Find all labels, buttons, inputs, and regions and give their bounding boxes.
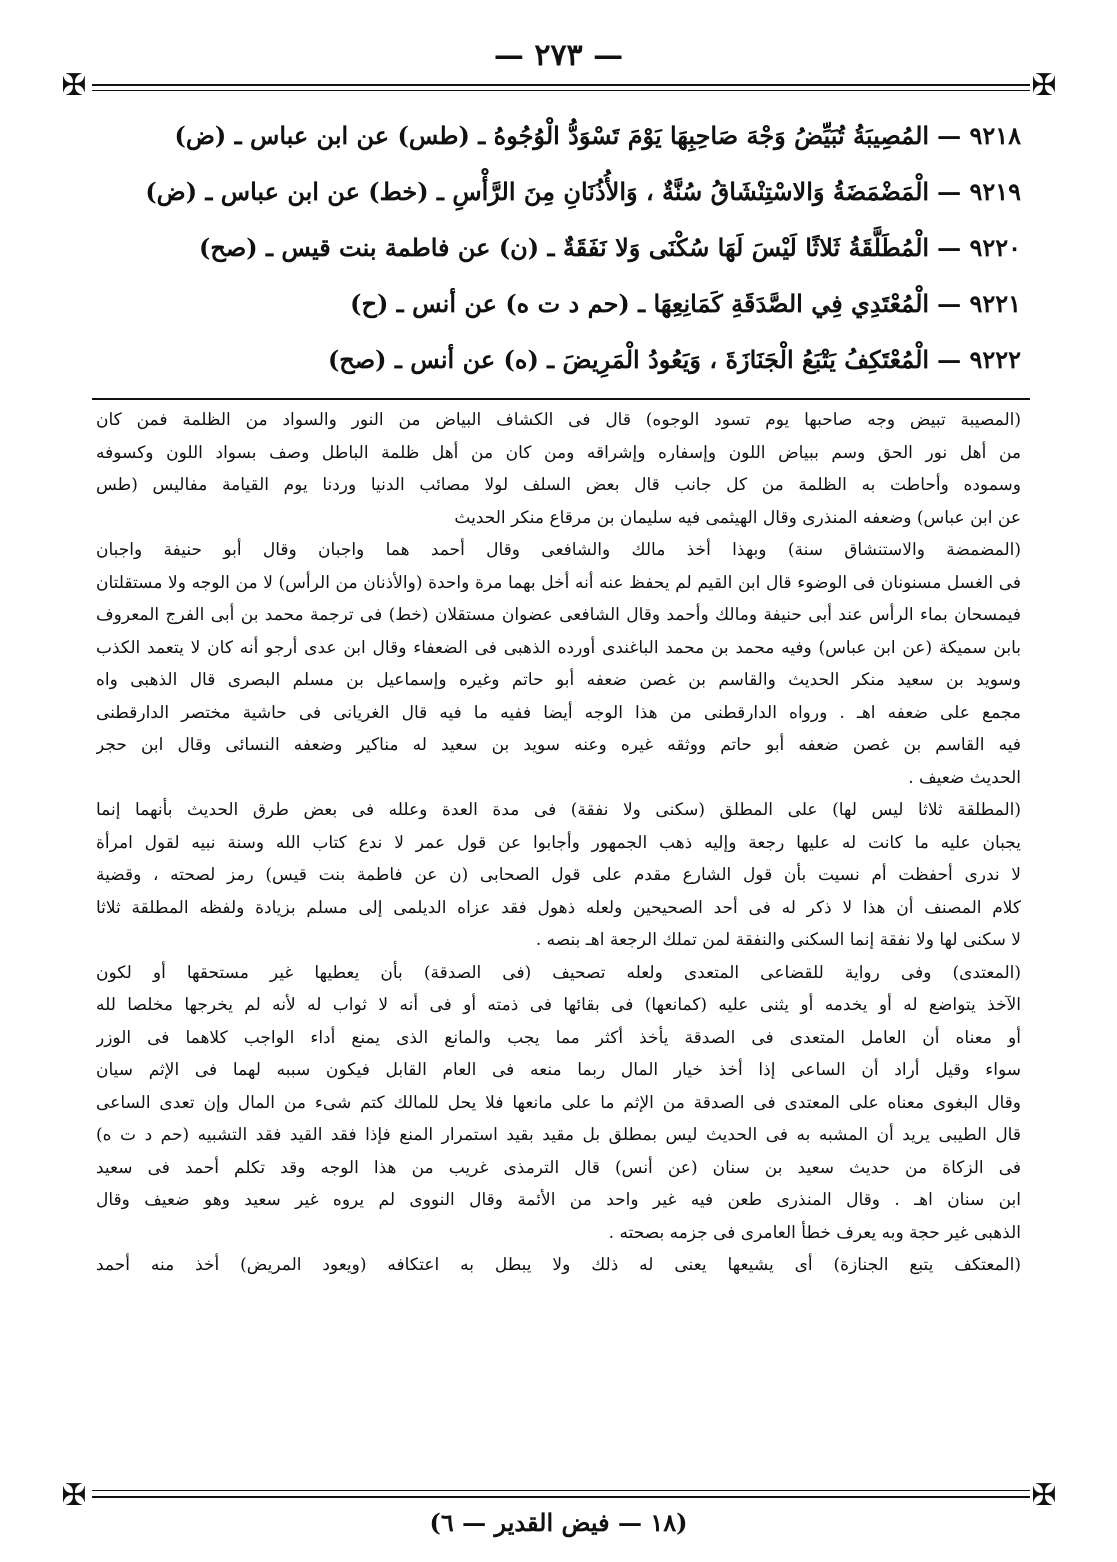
- commentary-line: (المصيبة تبيض وجه صاحبها يوم تسود الوجوه) قال فى الكشاف البياض من النور والسواد من الظلمة فمن كان: [96, 410, 1021, 430]
- commentary-paragraph-9219: [96, 534, 1021, 794]
- section-separator: [92, 398, 1030, 400]
- commentary-line: وقال البغوى معناه على المعتدى فى الصدقة من الإثم ما على مانعها فلا يحل للمالك كتم شىء من المال وإن تعدى الساعى: [96, 1092, 1021, 1113]
- ornament-icon-bottom-right: ✠: [1031, 1478, 1057, 1513]
- commentary-paragraph-9220: [96, 794, 1021, 957]
- hadith-number: ٩٢٢٠ —: [937, 233, 1021, 262]
- top-frame-rule-inner: [92, 90, 1030, 91]
- hadith-text: الْمُعْتَدِي فِي الصَّدَقَةِ كَمَانِعِهَا ـ (حم د ت ه) عن أنس ـ (ح): [350, 289, 930, 318]
- ornament-icon-top-left: ✠: [61, 68, 87, 103]
- commentary-paragraph-9218: [96, 404, 1021, 534]
- commentary-line: أو معناه أن العامل المتعدى فى الصدقة يأخذ أكثر مما يجب والمانع الذى يمنع أداء الواجب كلاهما فى الوزر: [96, 1027, 1021, 1048]
- hadith-number: ٩٢١٨ —: [937, 121, 1021, 150]
- hadith-text: الْمُطَلَّقَةُ ثَلاثًا لَيْسَ لَهَا سُكْنَى وَلا نَفَقَةٌ ـ (ن) عن فاطمة بنت قيس ـ (صح): [199, 233, 930, 262]
- page-number: — ٢٧٣ —: [493, 38, 624, 73]
- commentary-line: وسويد بن سعيد منكر الحديث والقاسم بن غصن ضعفه أبو حاتم وغيره وإسماعيل بن مسلم البصرى قال الذهبى واه: [96, 670, 1021, 690]
- commentary-line: (المعتكف يتبع الجنازة) أى يشيعها يعنى له ذلك ولا يبطل به اعتكافه (ويعود المريض) أخذ منه أحمد: [96, 1255, 1021, 1275]
- commentary-line: بابن سميكة (عن ابن عباس) وفيه محمد بن محمد الباغندى أورده الذهبى فى الضعفاء وقال ابن عدى أرجو أنه كان لا يتعمد الكذب: [96, 637, 1021, 658]
- hadith-9220: [96, 220, 1021, 276]
- commentary-line: قال الطيبى يريد أن المشبه به فى الحديث ليس بمطلق بل مقيد بقيد استمرار المنع فإذا فقد القيد فقد التشبيه (حم د ت ه): [96, 1125, 1021, 1145]
- hadith-9221: [96, 276, 1021, 332]
- hadith-9219: [96, 164, 1021, 220]
- commentary-line: الآخذ يتواضع له أو يخدمه أو يثنى عليه (كمانعها) فى بقائها فى ذمته أو فى أنه لا ثواب له لأنه لم يخرجها مخلصا لله: [96, 995, 1021, 1015]
- commentary-line: لا ندرى أحفظت أم نسيت بأن قول الشارع مقدم على قول الصحابى (ن عن فاطمة بنت قيس) رمز لصحته ، وقضية: [96, 865, 1021, 885]
- commentary-line: سواء وقيل أراد أن الساعى إذا أخذ خيار المال ربما منعه فى العام القابل فيكون سببه لهما فى الإثم سيان: [96, 1060, 1021, 1080]
- commentary-line: لا سكنى لها ولا نفقة إنما السكنى والنفقة لمن تملك الرجعة اهـ بنصه .: [535, 930, 1021, 950]
- commentary-line: فى الزكاة من حديث سعيد بن سنان (عن أنس) قال الترمذى غريب من هذا الوجه وقد تكلم أحمد فى سعيد: [96, 1157, 1021, 1178]
- commentary-line: من أهل نور الحق وسم ببياض اللون وإسفاره وإشراقه ومن كان من أهل ظلمة الباطل وصف بسواد اللون وكسوفه: [96, 442, 1021, 463]
- commentary-line: فيه القاسم بن غصن ضعفه أبو حاتم ووثقه غيره وعنه سويد بن سعيد له مناكير وضعفه النسائى وقال ابن حجر: [96, 735, 1021, 755]
- commentary-line: (المضمضة والاستنشاق سنة) وبهذا أخذ مالك والشافعى وقال أحمد هما واجبان وقال أبو حنيفة واجبان: [96, 540, 1021, 560]
- commentary-line: مجمع على ضعفه اهـ . ورواه الدارقطنى من هذا الوجه أيضا ففيه ما فيه قال الغريانى فى حاشية مختصر الدارقطنى: [96, 702, 1021, 723]
- commentary-line: الذهبى غير حجة وبه يعرف خطأ العامرى فى جزمه بصحته .: [608, 1222, 1021, 1243]
- hadith-9222: [96, 332, 1021, 388]
- ornament-icon-bottom-left: ✠: [61, 1478, 87, 1513]
- hadith-number: ٩٢١٩ —: [937, 177, 1021, 206]
- hadith-9218: [96, 108, 1021, 164]
- commentary-line: عن ابن عباس) وضعفه المنذرى وقال الهيثمى فيه سليمان بن مرقاع منكر الحديث: [454, 507, 1021, 528]
- commentary-line: (المطلقة ثلاثا ليس لها) على المطلق (سكنى ولا نفقة) فى مدة العدة وعلله فى بعض طرق الحديث بأنهما إنما: [96, 800, 1021, 820]
- commentary-line: وسموده وأحاطت به الظلمة من كل جانب قال بعض السلف لولا مصائب الدنيا وردنا يوم القيامة مفاليس (طس: [96, 475, 1021, 495]
- bottom-frame-rule-inner: [92, 1490, 1030, 1491]
- commentary-paragraph-9222: [96, 1249, 1021, 1282]
- ornament-icon-top-right: ✠: [1031, 68, 1057, 103]
- commentary-line: كلام المصنف أن هذا لا ذكر له فى أحد الصحيحين ولعله ذهول فقد عزاه الديلمى إلى مسلم بزيادة ولفظه المطلقة ثلاثا: [96, 897, 1021, 918]
- top-frame-rule: [92, 84, 1030, 86]
- commentary-line: فى الغسل مسنونان فى الوضوء قال ابن القيم لم يحفظ عنه أنه أخل بهما مرة واحدة (والأذنان من الرأس) لا من الوجه ولا مستقلتان: [96, 572, 1021, 593]
- hadith-number: ٩٢٢٢ —: [937, 345, 1021, 374]
- bottom-frame-rule: [92, 1496, 1030, 1498]
- book-footer: (١٨ — فيض القدير — ٦): [429, 1508, 688, 1537]
- commentary-line: ابن سنان اهـ . وقال المنذرى طعن فيه غير واحد من الأئمة وقال النووى لم يروه غير سعيد وهو ضعيف وقال: [96, 1190, 1021, 1210]
- hadith-text: المُصِيبَةُ تُبَيِّضُ وَجْهَ صَاحِبِهَا يَوْمَ تَسْوَدُّ الْوُجُوهُ ـ (طس) عن ابن عباس ـ (ض): [174, 121, 930, 150]
- commentary-paragraph-9221: [96, 957, 1021, 1250]
- hadith-text: الْمَضْمَضَةُ وَالاسْتِنْشَاقُ سُنَّةٌ ، وَالأُذُنَانِ مِنَ الرَّأْسِ ـ (خط) عن ابن عباس ـ (ض): [145, 177, 930, 206]
- commentary-line: يجبان عليه ما كانت له عليها رجعة وإليه ذهب الجمهور وأجابوا عن قول عمر لا ندع كتاب الله وسنة نبيه لقول امرأة: [96, 832, 1021, 853]
- commentary-line: فيمسحان بماء الرأس عند أبى حنيفة ومالك وأحمد وقال الشافعى عضوان مستقلان (خط) فى ترجمة محمد بن أبى الفرج المعروف: [96, 605, 1021, 625]
- hadith-number: ٩٢٢١ —: [937, 289, 1021, 318]
- hadith-text: الْمُعْتَكِفُ يَتْبَعُ الْجَنَازَةَ ، وَيَعُودُ الْمَرِيضَ ـ (ه) عن أنس ـ (صح): [327, 345, 930, 374]
- hadith-list: [96, 108, 1021, 388]
- commentary: [96, 404, 1021, 1282]
- commentary-line: الحديث ضعيف .: [908, 767, 1021, 788]
- commentary-line: (المعتدى) وفى رواية للقضاعى المتعدى ولعله تصحيف (فى الصدقة) بأن يعطيها غير مستحقها أو لكون: [96, 962, 1021, 983]
